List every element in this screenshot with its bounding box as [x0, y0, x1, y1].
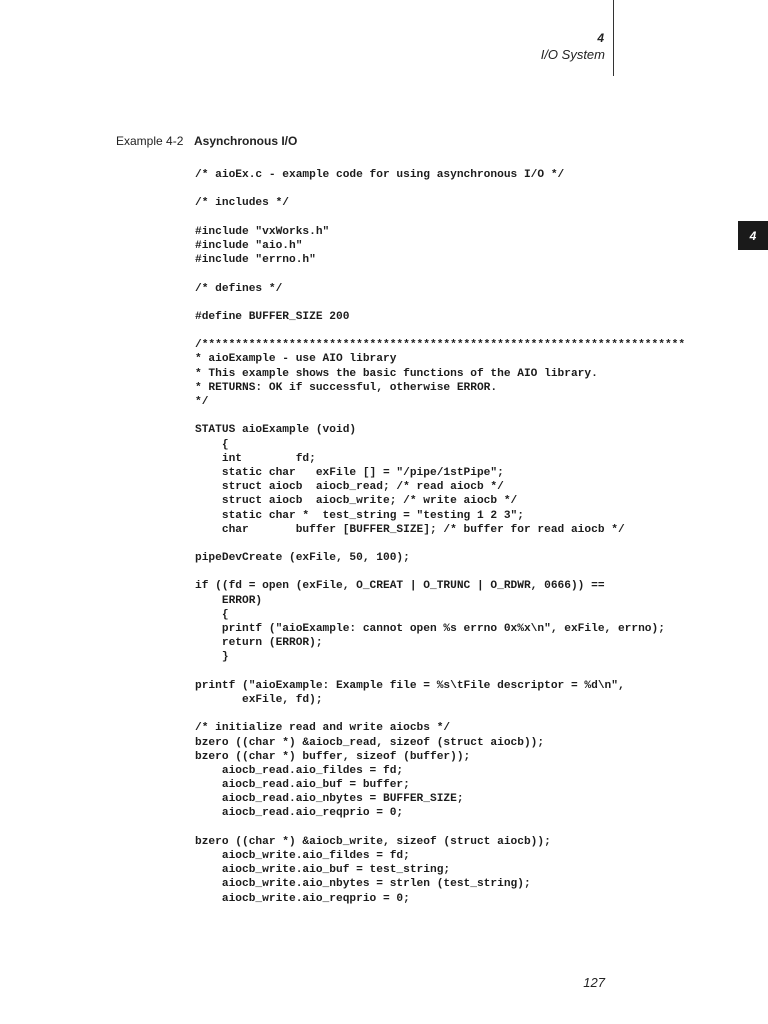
- code-line: * This example shows the basic functions of the AIO library.: [195, 367, 598, 380]
- code-line: ERROR): [195, 594, 263, 607]
- code-line: #include "errno.h": [195, 254, 316, 267]
- code-line: bzero ((char *) &aiocb_write, sizeof (struct aiocb));: [195, 835, 551, 848]
- code-line: aiocb_write.aio_buf = test_string;: [195, 864, 451, 877]
- code-line: aiocb_read.aio_reqprio = 0;: [195, 807, 404, 820]
- code-line: static char * test_string = "testing 1 2 3";: [195, 509, 524, 522]
- code-line: [195, 665, 685, 679]
- chapter-title: I/O System: [540, 47, 605, 62]
- code-line: /************************************************************************: [195, 339, 686, 352]
- code-line: return (ERROR);: [195, 637, 323, 650]
- code-line: struct aiocb aiocb_read; /* read aiocb */: [195, 481, 504, 494]
- code-line: [195, 296, 685, 310]
- code-line: bzero ((char *) buffer, sizeof (buffer));: [195, 750, 471, 763]
- code-line: * RETURNS: OK if successful, otherwise ERROR.: [195, 381, 498, 394]
- code-line: /* aioEx.c - example code for using asynchronous I/O */: [195, 169, 565, 181]
- code-line: aiocb_write.aio_reqprio = 0;: [195, 892, 410, 905]
- code-line: aiocb_read.aio_buf = buffer;: [195, 779, 410, 792]
- code-line: bzero ((char *) &aiocb_read, sizeof (struct aiocb));: [195, 736, 545, 749]
- code-line: struct aiocb aiocb_write; /* write aiocb */: [195, 495, 518, 508]
- code-listing: [195, 168, 685, 906]
- code-line: printf ("aioExample: Example file = %s\tFile descriptor = %d\n",: [195, 679, 625, 692]
- chapter-side-tab: [738, 221, 768, 250]
- code-line: [195, 182, 685, 196]
- code-line: [195, 267, 685, 281]
- header-rule: [613, 0, 614, 76]
- code-line: [195, 537, 685, 551]
- code-line: [195, 409, 685, 423]
- code-line: int fd;: [195, 452, 316, 465]
- code-line: {: [195, 438, 229, 451]
- code-line: aiocb_read.aio_nbytes = BUFFER_SIZE;: [195, 793, 464, 806]
- code-line: char buffer [BUFFER_SIZE]; /* buffer for read aiocb */: [195, 523, 625, 536]
- code-line: #include "aio.h": [195, 239, 303, 252]
- code-line: [195, 565, 685, 579]
- code-line: /* includes */: [195, 197, 289, 210]
- code-line: [195, 324, 685, 338]
- code-line: #define BUFFER_SIZE 200: [195, 310, 350, 323]
- code-line: * aioExample - use AIO library: [195, 353, 397, 366]
- code-line: [195, 211, 685, 225]
- code-line: STATUS aioExample (void): [195, 424, 357, 437]
- code-line: if ((fd = open (exFile, O_CREAT | O_TRUNC | O_RDWR, 0666)) ==: [195, 580, 605, 593]
- code-line: /* defines */: [195, 282, 283, 295]
- code-line: aiocb_write.aio_nbytes = strlen (test_string);: [195, 878, 531, 891]
- code-line: printf ("aioExample: cannot open %s errno 0x%x\n", exFile, errno);: [195, 623, 665, 635]
- code-line: [195, 821, 685, 835]
- example-title: Asynchronous I/O: [194, 134, 298, 148]
- code-line: #include "vxWorks.h": [195, 225, 330, 238]
- code-line: {: [195, 608, 229, 621]
- code-line: /* initialize read and write aiocbs */: [195, 722, 451, 735]
- example-label: Example 4-2: [116, 134, 184, 148]
- side-tab-label: 4: [749, 228, 757, 243]
- code-line: exFile, fd);: [195, 693, 323, 706]
- code-line: aiocb_write.aio_fildes = fd;: [195, 850, 410, 862]
- chapter-number: 4: [597, 31, 604, 45]
- code-line: */: [195, 396, 209, 408]
- code-line: }: [195, 651, 229, 664]
- code-line: static char exFile [] = "/pipe/1stPipe";: [195, 466, 504, 479]
- code-line: [195, 707, 685, 721]
- code-line: aiocb_read.aio_fildes = fd;: [195, 764, 404, 777]
- code-line: pipeDevCreate (exFile, 50, 100);: [195, 552, 410, 565]
- page-number: 127: [583, 975, 605, 990]
